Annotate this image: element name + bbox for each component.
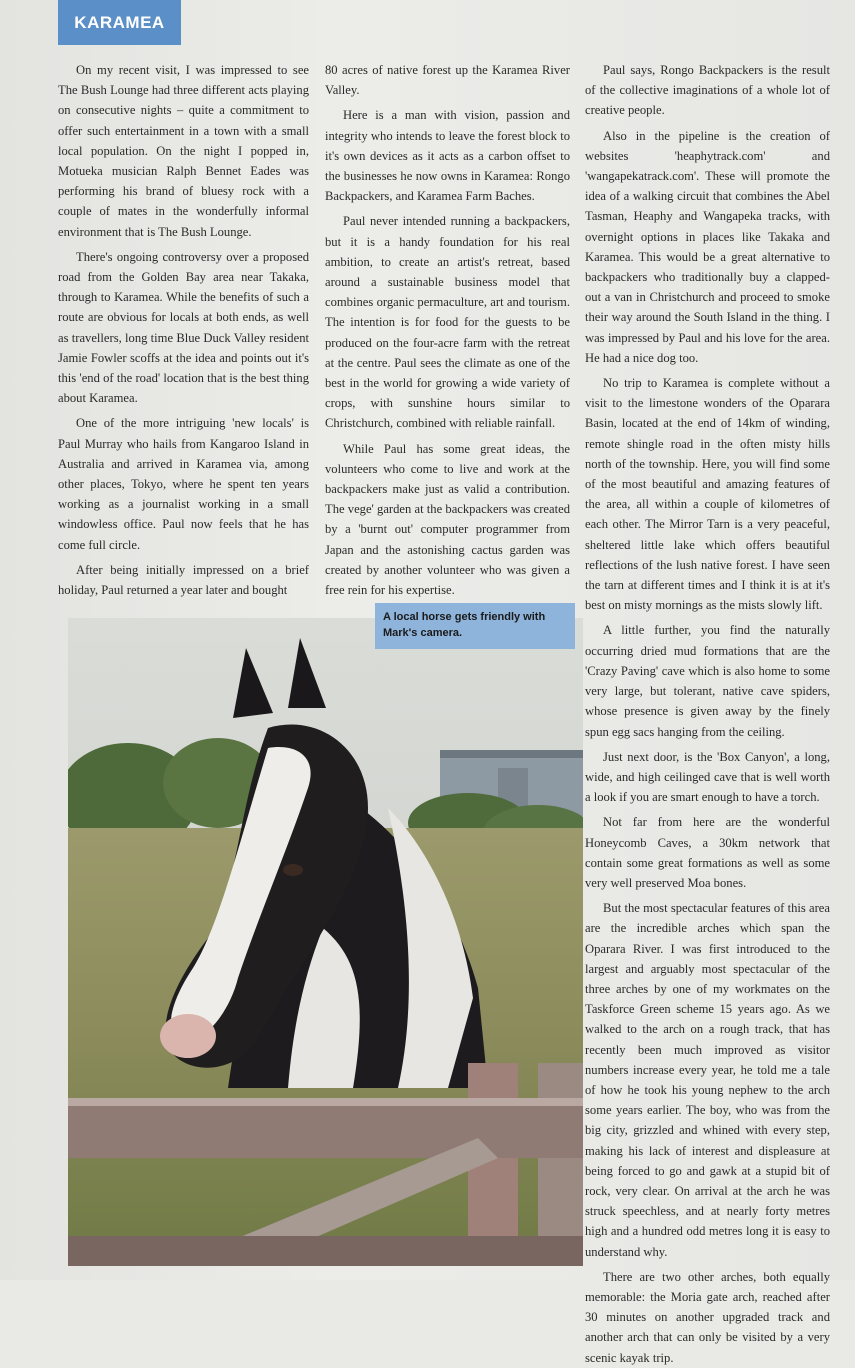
- paragraph: Paul never intended running a backpackers, but it is a handy foundation for his real ambition, to create an artist's retreat, based around a sustainable business model that combines organic permaculture, art and tourism. The intention is for food for the guests to be produced on the four-acre farm with the retreat at the centre. Paul sees the climate as one of the best in the world for growing a wide variety of crops, with sunshine hours similar to Christchurch, combined with reliable rainfall.: [325, 214, 570, 431]
- paragraph: On my recent visit, I was impressed to see The Bush Lounge had three different acts playing on consecutive nights – quite a commitment to offer such entertainment in a town with a small local population. On the night I popped in, Motueka musician Ralph Bennet Eades was performing his brand of bluesy rock with a couple of mates in the wonderfully informal environment that is The Bush Lounge.: [58, 63, 309, 239]
- horse-photo: [68, 618, 583, 1266]
- article-column-3: [585, 60, 830, 1368]
- paragraph: 80 acres of native forest up the Karamea River Valley.: [325, 63, 570, 98]
- paragraph: No trip to Karamea is complete without a visit to the limestone wonders of the Oparara Basin, located at the end of 14km of winding, remote shingle road in the often misty hills north of the township. Here, you will find some of the most beautiful and amazing features of the area, all within a couple of kilometres of each other. The Mirror Tarn is a very peaceful, sheltered little lake which offers beautiful reflections of the lush native forest. I have seen the tarn at different times and I think it is at it's best on misty mornings as the mists slowly lift.: [585, 376, 830, 613]
- paragraph: Paul says, Rongo Backpackers is the result of the collective imaginations of a whole lot of creative people.: [585, 63, 830, 118]
- paragraph: Not far from here are the wonderful Honeycomb Caves, a 30km network that contain some great formations as well as some very well preserved Moa bones.: [585, 815, 830, 890]
- article-column-1: [58, 60, 309, 600]
- photo-caption: A local horse gets friendly with Mark's camera.: [375, 603, 575, 649]
- paragraph: A little further, you find the naturally occurring dried mud formations that are the 'Crazy Paving' cave which is also home to some very large, but tolerant, native cave spiders, whose presence is given away by the finely spun egg sacs hanging from the ceiling.: [585, 623, 830, 739]
- paragraph: Also in the pipeline is the creation of websites 'heaphytrack.com' and 'wangapekatrack.com'. These will promote the idea of a walking circuit that combines the Abel Tasman, Heaphy and Wangapeka tracks, with overnight options in places like Takaka and Karamea. This would be a great alternative to backpackers who traditionally buy a clapped-out a van in Christchurch and proceed to smoke their way around the South Island in the thing. I was impressed by Paul and his love for the area. He had a nice dog too.: [585, 128, 830, 365]
- paragraph: There are two other arches, both equally memorable: the Moria gate arch, reached after 30 minutes on another upgraded track and another arch that can only be visited by a very scenic kayak trip.: [585, 1269, 830, 1365]
- paragraph: There's ongoing controversy over a proposed road from the Golden Bay area near Takaka, through to Karamea. While the benefits of such a route are obvious for locals at both ends, as well as travellers, long time Blue Duck Valley resident Jamie Fowler scoffs at the idea and points out it's this 'end of the road' location that is the best thing about Karamea.: [58, 249, 309, 406]
- paragraph: Here is a man with vision, passion and integrity who intends to leave the forest block to it's own devices as it acts as a carbon offset to the businesses he now owns in Karamea: Rongo Backpackers, and Karamea Farm Baches.: [325, 108, 570, 204]
- paragraph: But the most spectacular features of this area are the incredible arches which span the Oparara River. I was first introduced to the largest and arguably most spectacular of the three arches by one of my workmates on the Taskforce Green scheme 15 years ago. As we walked to the arch on a rough track, that has recently been much improved as visitor numbers increase every year, he told me a tale of how he took his young nephew to the arch some years earlier. The boy, who was from the big city, grizzled and whined with every step, making his lack of interest and displeasure at being forced to go and gawk at a stupid bit of rock, very clear. On arrival at the arch he was struck speechless, and at nearly forty metres high and a hundred odd metres long it is easy to understand why.: [585, 901, 830, 1259]
- paragraph: While Paul has some great ideas, the volunteers who come to live and work at the backpackers make just as valid a contribution. The vege' garden at the backpackers was created by a 'burnt out' computer programmer from Japan and the astonishing cactus garden was created by another volunteer who was given a free rein for his expertise.: [325, 441, 570, 598]
- section-label: KARAMEA: [58, 0, 181, 45]
- paragraph: After being initially impressed on a brief holiday, Paul returned a year later and bought: [58, 562, 309, 598]
- paragraph: One of the more intriguing 'new locals' is Paul Murray who hails from Kangaroo Island in Australia and arrived in Karamea via, among other places, Tokyo, where he spent ten years working as a journalist working in a small windowless office. Paul now feels that he has come full circle.: [58, 416, 309, 552]
- paragraph: Just next door, is the 'Box Canyon', a long, wide, and high ceilinged cave that is well worth a look if you are smart enough to have a torch.: [585, 749, 830, 805]
- article-column-2: [325, 60, 570, 600]
